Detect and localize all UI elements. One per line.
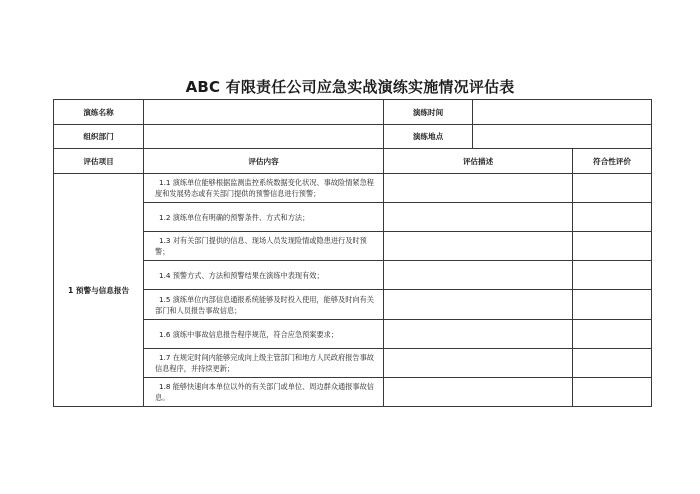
drill-time-label: 演练时间 — [384, 100, 473, 125]
item-description[interactable] — [384, 320, 573, 349]
info-row-drill-name — [54, 100, 652, 125]
item-compliance[interactable] — [573, 203, 652, 232]
item-compliance[interactable] — [573, 174, 652, 203]
header-compliance: 符合性评价 — [573, 149, 652, 174]
table-row — [54, 378, 652, 407]
evaluation-table — [53, 99, 652, 407]
item-description[interactable] — [384, 261, 573, 290]
drill-location-value[interactable] — [473, 125, 652, 149]
item-content: 1.6 演练中事故信息报告程序规范，符合应急预案要求； — [144, 320, 384, 349]
table-row — [54, 290, 652, 320]
item-content: 1.3 对有关部门提供的信息、现场人员发现险情或隐患进行及时预警； — [144, 232, 384, 261]
org-dept-label: 组织部门 — [54, 125, 144, 149]
item-description[interactable] — [384, 203, 573, 232]
item-content: 1.4 预警方式、方法和预警结果在演练中表现有效； — [144, 261, 384, 290]
item-compliance[interactable] — [573, 320, 652, 349]
item-content: 1.2 演练单位有明确的预警条件、方式和方法； — [144, 203, 384, 232]
item-content: 1.7 在规定时间内能够完成向上级主管部门和地方人民政府报告事故信息程序，并持续更新； — [144, 349, 384, 378]
table-row — [54, 261, 652, 290]
item-content: 1.1 演练单位能够根据监测监控系统数据变化状况、事故险情紧急程度和发展势态或有关部门提供的预警信息进行预警； — [144, 174, 384, 203]
item-compliance[interactable] — [573, 349, 652, 378]
table-row — [54, 232, 652, 261]
drill-location-label: 演练地点 — [384, 125, 473, 149]
category-cell: 1 预警与信息报告 — [54, 174, 144, 407]
item-compliance[interactable] — [573, 378, 652, 407]
drill-time-value[interactable] — [473, 100, 652, 125]
item-description[interactable] — [384, 378, 573, 407]
item-description[interactable] — [384, 232, 573, 261]
drill-name-label: 演练名称 — [54, 100, 144, 125]
item-description[interactable] — [384, 290, 573, 320]
table-row — [54, 349, 652, 378]
header-content: 评估内容 — [144, 149, 384, 174]
drill-name-value[interactable] — [144, 100, 384, 125]
table-row — [54, 203, 652, 232]
table-row — [54, 320, 652, 349]
header-item: 评估项目 — [54, 149, 144, 174]
info-row-org-dept — [54, 125, 652, 149]
item-compliance[interactable] — [573, 290, 652, 320]
item-content: 1.8 能够快速向本单位以外的有关部门或单位、周边群众通报事故信息。 — [144, 378, 384, 407]
item-compliance[interactable] — [573, 261, 652, 290]
header-row — [54, 149, 652, 174]
table-row — [54, 174, 652, 203]
item-compliance[interactable] — [573, 232, 652, 261]
item-description[interactable] — [384, 349, 573, 378]
item-content: 1.5 演练单位内部信息通报系统能够及时投入使用，能够及时向有关部门和人员报告事故信息； — [144, 290, 384, 320]
page-title: ABC 有限责任公司应急实战演练实施情况评估表 — [185, 78, 515, 96]
org-dept-value[interactable] — [144, 125, 384, 149]
item-description[interactable] — [384, 174, 573, 203]
header-description: 评估描述 — [384, 149, 573, 174]
